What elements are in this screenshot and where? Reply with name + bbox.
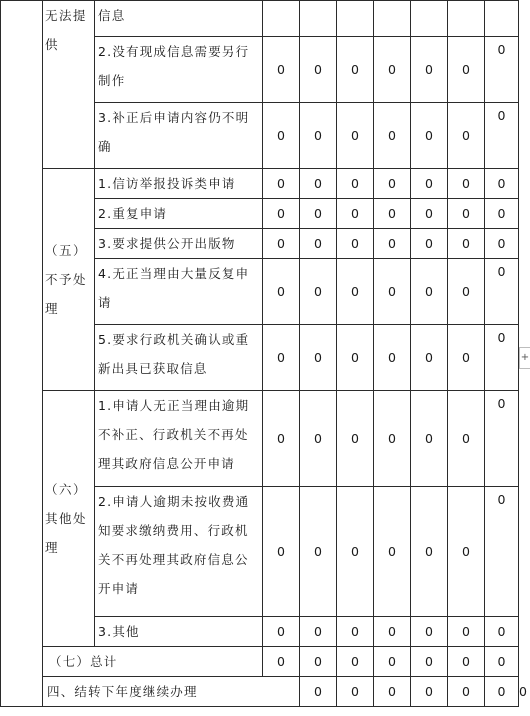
row-label: 1.申请人无正当理由逾期不补正、行政机关不再处理其政府信息公开申请 — [95, 391, 263, 487]
value-cell — [411, 1, 448, 37]
value-cell: 0 — [485, 199, 519, 229]
value-cell: 0 — [300, 677, 337, 707]
value-cell: 0 — [448, 677, 485, 707]
value-cell: 0 — [485, 487, 519, 617]
value-cell: 0 — [374, 199, 411, 229]
value-cell — [448, 1, 485, 37]
value-cell: 0 — [485, 103, 519, 169]
value-cell: 0 — [374, 229, 411, 259]
table-row — [1, 391, 519, 487]
value-cell: 0 — [411, 37, 448, 103]
value-cell: 0 — [411, 677, 448, 707]
value-cell: 0 — [374, 259, 411, 325]
value-cell: 0 — [448, 487, 485, 617]
category-not-processed — [43, 169, 95, 391]
value-cell: 0 — [411, 229, 448, 259]
table-row-total — [1, 647, 519, 677]
value-cell: 0 — [411, 259, 448, 325]
value-cell: 0 — [374, 169, 411, 199]
value-cell: 0 — [448, 617, 485, 647]
value-cell: 0 — [448, 259, 485, 325]
value-cell: 0 — [448, 325, 485, 391]
value-cell: 0 — [337, 391, 374, 487]
value-cell: 0 — [374, 617, 411, 647]
value-cell: 0 — [337, 259, 374, 325]
value-cell: 0 — [448, 391, 485, 487]
row-label: 5.要求行政机关确认或重新出具已获取信息 — [95, 325, 263, 391]
category-other-processing — [43, 391, 95, 647]
category-label: （五）不予处理 — [45, 243, 88, 316]
value-cell: 0 — [300, 199, 337, 229]
value-cell: 0 — [300, 169, 337, 199]
table-row — [1, 1, 519, 37]
value-cell: 0 — [263, 169, 300, 199]
value-cell: 0 — [485, 169, 519, 199]
value-cell: 0 — [485, 647, 519, 677]
value-cell: 0 — [337, 487, 374, 617]
value-cell: 0 — [448, 229, 485, 259]
value-cell: 0 — [448, 169, 485, 199]
value-cell: 0 — [411, 647, 448, 677]
value-cell: 0 — [300, 487, 337, 617]
value-cell: 0 — [337, 325, 374, 391]
value-cell — [374, 1, 411, 37]
value-cell: 0 — [300, 617, 337, 647]
row-label: 3.要求提供公开出版物 — [95, 229, 263, 259]
total-label: （七）总计 — [43, 647, 263, 677]
value-cell: 0 — [263, 647, 300, 677]
value-cell: 0 — [374, 391, 411, 487]
row-label: 3.其他 — [95, 617, 263, 647]
category-label: （六）其他处理 — [45, 482, 88, 555]
value-cell: 0 — [411, 487, 448, 617]
row-label: 4.无正当理由大量反复申请 — [95, 259, 263, 325]
value-cell: 0 — [263, 259, 300, 325]
value-cell: 0 — [448, 37, 485, 103]
value-cell: 0 — [374, 487, 411, 617]
value-cell: 0 — [411, 199, 448, 229]
value-cell: 0 — [411, 169, 448, 199]
value-cell: 0 — [300, 259, 337, 325]
value-cell: 0 — [300, 391, 337, 487]
value-cell: 0 — [374, 325, 411, 391]
value-cell: 0 — [337, 229, 374, 259]
table-row-carry-over: 四、结转下年度继续办理 0 0 0 0 0 0 0 — [1, 677, 519, 707]
value-cell: 0 — [263, 325, 300, 391]
row-label: 2.重复申请 — [95, 199, 263, 229]
category-label: 无法提供 — [45, 8, 88, 52]
table-row — [1, 169, 519, 199]
row-label: 3.补正后申请内容仍不明确 — [95, 103, 263, 169]
value-cell: 0 — [374, 677, 411, 707]
value-cell: 0 — [337, 169, 374, 199]
value-cell: 0 — [263, 229, 300, 259]
value-cell: 0 — [485, 617, 519, 647]
value-cell: 0 — [263, 37, 300, 103]
carry-over-label: 四、结转下年度继续办理 — [43, 677, 300, 707]
value-cell: 0 — [337, 677, 374, 707]
value-cell: 0 — [448, 103, 485, 169]
value-cell: 0 — [337, 37, 374, 103]
row-label: 信息 — [95, 1, 263, 37]
value-cell: 0 — [411, 325, 448, 391]
value-cell: 0 — [411, 391, 448, 487]
value-cell: 0 — [485, 391, 519, 487]
value-cell: 0 — [485, 325, 519, 391]
value-cell: 0 — [411, 103, 448, 169]
value-cell: 0 — [300, 37, 337, 103]
value-cell — [485, 1, 519, 37]
value-cell: 0 — [263, 391, 300, 487]
value-cell: 0 — [300, 647, 337, 677]
left-blank-column — [1, 1, 43, 707]
value-cell: 0 — [374, 647, 411, 677]
value-cell — [337, 1, 374, 37]
row-label: 2.没有现成信息需要另行制作 — [95, 37, 263, 103]
value-cell: 0 — [263, 617, 300, 647]
value-cell: 0 — [300, 229, 337, 259]
value-cell — [263, 1, 300, 37]
row-label: 2.申请人逾期未按收费通知要求缴纳费用、行政机关不再处理其政府信息公开申请 — [95, 487, 263, 617]
value-cell: 0 — [448, 647, 485, 677]
value-cell: 0 — [263, 103, 300, 169]
value-cell: 0 — [337, 199, 374, 229]
value-cell: 0 — [300, 103, 337, 169]
value-cell — [300, 1, 337, 37]
category-unable-to-provide — [43, 1, 95, 169]
value-cell: 0 — [337, 103, 374, 169]
row-label: 1.信访举报投诉类申请 — [95, 169, 263, 199]
value-cell: 0 — [411, 617, 448, 647]
value-cell: 0 — [485, 229, 519, 259]
value-cell: 0 — [485, 259, 519, 325]
value-cell: 0 — [374, 103, 411, 169]
expand-handle-icon[interactable]: + — [519, 347, 530, 369]
value-cell: 0 — [485, 677, 519, 707]
value-cell: 0 — [374, 37, 411, 103]
value-cell: 0 — [448, 199, 485, 229]
value-cell: 0 — [263, 199, 300, 229]
value-cell: 0 — [300, 325, 337, 391]
value-cell: 0 — [337, 617, 374, 647]
value-cell: 0 — [485, 37, 519, 103]
value-cell: 0 — [337, 647, 374, 677]
value-cell: 0 — [263, 487, 300, 617]
